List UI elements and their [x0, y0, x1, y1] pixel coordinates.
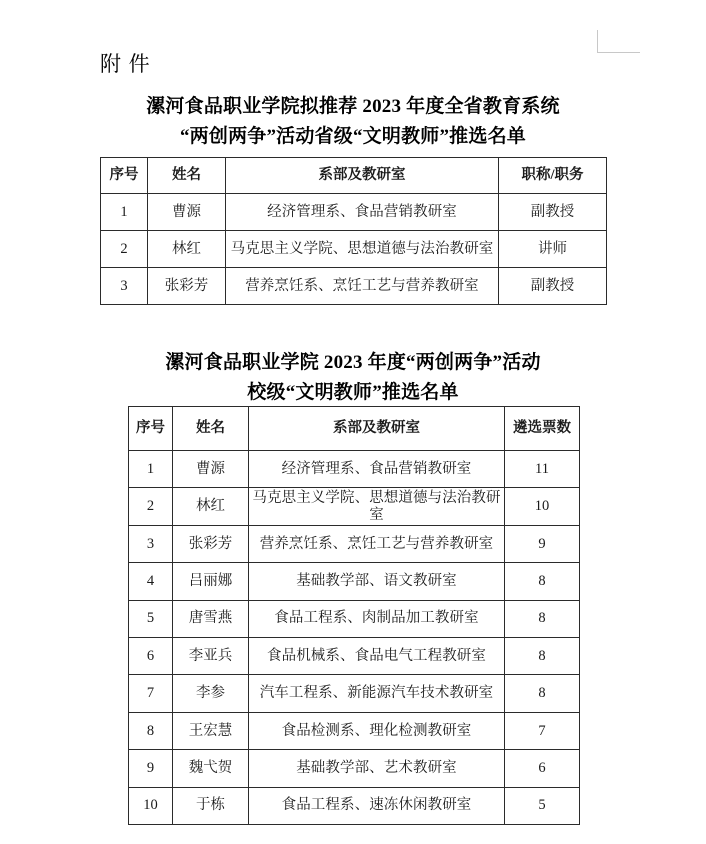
cell-index: 10: [129, 787, 173, 824]
cell-name: 于栋: [173, 787, 249, 824]
cell-name: 李亚兵: [173, 637, 249, 674]
cell-index: 9: [129, 750, 173, 787]
cell-dept: 营养烹饪系、烹饪工艺与营养教研室: [249, 525, 505, 562]
cell-dept: 经济管理系、食品营销教研室: [226, 194, 499, 231]
table-row: [129, 637, 580, 674]
cell-index: 4: [129, 563, 173, 600]
province-list-title: [0, 92, 706, 152]
cell-votes: 8: [505, 563, 580, 600]
cell-index: 1: [101, 194, 148, 231]
cell-name: 魏弋贺: [173, 750, 249, 787]
cell-dept: 基础教学部、语文教研室: [249, 563, 505, 600]
cell-name: 曹源: [173, 451, 249, 488]
column-header-title: 职称/职务: [499, 158, 607, 194]
school-title-line-2: 校级“文明教师”推选名单: [247, 382, 459, 403]
cell-name: 李参: [173, 675, 249, 712]
cell-dept: 马克思主义学院、思想道德与法治教研室: [226, 231, 499, 268]
cell-votes: 9: [505, 525, 580, 562]
cell-dept: 马克思主义学院、思想道德与法治教研室: [249, 488, 505, 525]
cell-votes: 8: [505, 637, 580, 674]
school-title-line-1: 漯河食品职业学院 2023 年度“两创两争”活动: [165, 352, 541, 373]
cell-name: 曹源: [148, 194, 226, 231]
cell-name: 张彩芳: [148, 268, 226, 305]
column-header-index: 序号: [101, 158, 148, 194]
cell-dept: 食品工程系、速冻休闲教研室: [249, 787, 505, 824]
table-row: [129, 451, 580, 488]
page-margin-corner-guide: [597, 30, 640, 53]
cell-votes: 8: [505, 600, 580, 637]
table-header-row: [129, 407, 580, 451]
column-header-index: 序号: [129, 407, 173, 451]
cell-dept: 基础教学部、艺术教研室: [249, 750, 505, 787]
table-row: [129, 563, 580, 600]
column-header-name: 姓名: [148, 158, 226, 194]
cell-dept: 食品工程系、肉制品加工教研室: [249, 600, 505, 637]
cell-name: 王宏慧: [173, 712, 249, 749]
table-row: [129, 488, 580, 525]
cell-index: 3: [129, 525, 173, 562]
table-row: [129, 600, 580, 637]
cell-dept: 经济管理系、食品营销教研室: [249, 451, 505, 488]
cell-name: 林红: [148, 231, 226, 268]
cell-title: 副教授: [499, 194, 607, 231]
cell-votes: 8: [505, 675, 580, 712]
cell-votes: 5: [505, 787, 580, 824]
cell-votes: 6: [505, 750, 580, 787]
cell-index: 1: [129, 451, 173, 488]
table-row: [101, 194, 607, 231]
column-header-name: 姓名: [173, 407, 249, 451]
column-header-dept: 系部及教研室: [226, 158, 499, 194]
province-title-line-1: 漯河食品职业学院拟推荐 2023 年度全省教育系统: [146, 96, 560, 117]
cell-name: 唐雪燕: [173, 600, 249, 637]
cell-index: 8: [129, 712, 173, 749]
table-header-row: [101, 158, 607, 194]
cell-name: 张彩芳: [173, 525, 249, 562]
cell-name: 吕丽娜: [173, 563, 249, 600]
table-row: [129, 525, 580, 562]
cell-index: 6: [129, 637, 173, 674]
table-row: [129, 750, 580, 787]
table-row: [129, 787, 580, 824]
cell-votes: 11: [505, 451, 580, 488]
table-row: [101, 231, 607, 268]
school-selection-table: [128, 406, 580, 825]
table-row: [101, 268, 607, 305]
table-row: [129, 675, 580, 712]
cell-dept: 食品检测系、理化检测教研室: [249, 712, 505, 749]
column-header-dept: 系部及教研室: [249, 407, 505, 451]
cell-name: 林红: [173, 488, 249, 525]
cell-votes: 7: [505, 712, 580, 749]
cell-index: 7: [129, 675, 173, 712]
table-row: [129, 712, 580, 749]
cell-title: 副教授: [499, 268, 607, 305]
column-header-votes: 遴选票数: [505, 407, 580, 451]
cell-dept: 汽车工程系、新能源汽车技术教研室: [249, 675, 505, 712]
cell-index: 5: [129, 600, 173, 637]
cell-title: 讲师: [499, 231, 607, 268]
school-list-title: [0, 348, 706, 408]
cell-dept: 食品机械系、食品电气工程教研室: [249, 637, 505, 674]
cell-index: 2: [101, 231, 148, 268]
cell-dept: 营养烹饪系、烹饪工艺与营养教研室: [226, 268, 499, 305]
cell-index: 3: [101, 268, 148, 305]
province-recommendation-table: [100, 157, 607, 305]
province-title-line-2: “两创两争”活动省级“文明教师”推选名单: [179, 126, 526, 147]
cell-index: 2: [129, 488, 173, 525]
attachment-label: 附 件: [100, 52, 151, 76]
cell-votes: 10: [505, 488, 580, 525]
